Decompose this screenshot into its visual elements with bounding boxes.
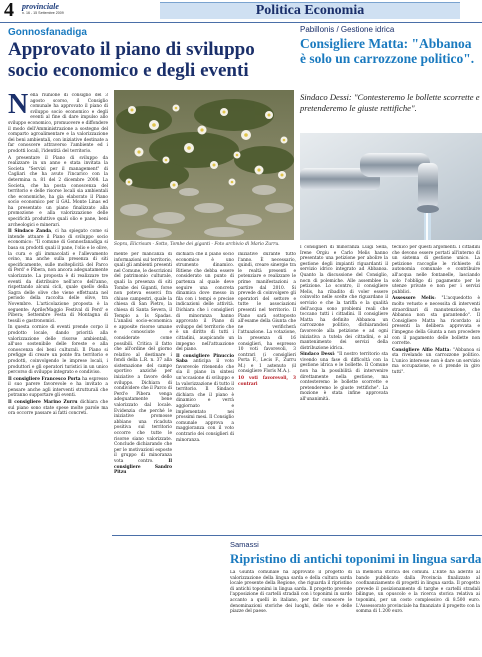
col1-text-b: A presentare il Piano di sviluppo da realizzare in un anno e stata invitata la Societa "Servizi per il management" di Cagliari che ha avuto l'incarico con la determina n. 81 del 2 dicembre 2008. La Societa, che ha posta conoscenza del territorio e delle risorse locali sia ambientali che economiche, ha gia elaborato il Piano socio economico per il GAL Monte Linas ed ha presentato un piano finalizzato alla promozione e alla valorizzazione delle specificità produttive quali olio e pane, beni archeologici e minerari. bbox=[8, 155, 108, 228]
col2-text: mente per mancanza di informazioni sul territorio, quali gli ambienti presenti nel Comune, le descrizioni del patrimonio culturale, quali la presenza di siti Tombe dei Giganti, forse non poteva esserci fra chiuse campestri, quale la chiesa di San Pietro, la chiesa di Santa Severa, il Tempio a Is Spadas. L'analisi socio-economica e apposite risorse umane e conosciute e considerate come possibili. Critica il fatto che all'ordine del giorno relativo al destinare i fondi della L.R. n. 37 alla sistemazione del campo sportivo anziché per iniziative a favore dello sviluppo. Dichiara di condividere che il Parco di Perd'e Pibera venga adeguatamente bene valorizzato dal locale. Evidenzia che perché le iniziative promosse abbiano una ricaduta positiva sul territorio occorre che tutte le risorse siano valorizzate. Conclude dichiarando che per le motivazioni esposte il gruppo di minoranza vota contro. bbox=[114, 252, 172, 464]
col1-bold-c: Il Sindaco Zanda bbox=[8, 229, 51, 235]
col1-text-c: , ci ha spiegato come si intende attuare il Piano di sviluppo socio economico: "Il comune di Gonnosfanadiga si basa su prodotti quali il pane, l'olio e le olive, la cura e gli immacolati e l'allevamento ovino, ma anche sulla presenza di siti specificamente, sulle molteplicità del Parco di Perd' e Pibera, non ancora adeguatamente valorizzate. La proposta è di realizzare tre eventi da distribuire nell'arco dell'anno, rispettando alcuni cicli, quale quello della Sagra delle olive che viene effettuata nel periodo della raccolta delle olive, tra Novembre. L'articolazione proposta è la seguente: Aprile/Maggio Festival di Perd' e Pibera; Settembre Festa di Montagna di tessili e gastronomici. bbox=[8, 229, 108, 324]
col1-text-e: ha espresso il suo parere favorevole e ha invitato a pensare anche agli interventi strutturali che potranno supportare gli eventi. bbox=[8, 376, 108, 399]
side-col1-text-b: : "Il nostro territorio sta vivendo una fase di difficoltà con la gestione idrica e le bollette. Il Comune non ha la possibilità di intervenire direttamente nella gestione, ma contesteremo le bollette scorrette e pretenderemo le giuste rettifiche". La mozione è stata infine approvata all'unanimità. bbox=[300, 352, 388, 403]
samassi-headline: Ripristino di antichi toponimi in lingua sarda bbox=[230, 551, 482, 566]
article-column-4 bbox=[238, 252, 296, 532]
side-col2-text-c: : "Abbanoa si sta rivelando un carrozzone politico. L'unico interesse non è dare un servizio ma occupazione, e ci prende in giro tutti". bbox=[392, 347, 480, 376]
dropcap: N bbox=[8, 93, 29, 120]
col1-text-a: ella riunione di consiglio del 3 agosto scorso, il Consiglio comunale ha approvato il piano di sviluppo socio economico e degli eventi al fine di dare impulso allo sviluppo economico, promuovere e diffondere il modo dell'Amministrazione a sostegno del comparto agroalimentare e la valorizzazione dei beni ambientali, con iniziative destinate a far conoscere attraverso l'ambiente ed i prodotti locali, l'identità del territorio. bbox=[8, 93, 108, 154]
side-col2-text-b: : "L'acquedotto è molto vetusto e necessita di interventi straordinari di manutenzione, che Abbanoa non sta garantendo". Il Consigliere Matta ha ricordato ai presenti la delibera approvata e l'impegno della Giunta a non procedere con il pagamento delle bollette non corrette. bbox=[392, 296, 480, 347]
col3-text-b: anticipa il voto favorevole ritenendo che sia il piano in sintesi un'occasione di sviluppo e la valorizzazione di tutto il territorio. Il Sindaco dichiara che il piano è dinamico e verrà aggiornato e implementato nei prossimi mesi. Il Consiglio comunale approva a maggioranza con il voto contrario dei consiglieri di minoranza. bbox=[176, 359, 234, 443]
faucet-photo-image bbox=[300, 133, 482, 240]
logo-title: provinciale bbox=[22, 2, 59, 11]
section-band bbox=[160, 2, 460, 19]
samassi-column-1 bbox=[230, 570, 352, 654]
side-col2-text: tecnico per questi argomenti. I cittadini che devono essere portati all'interno di un sistema di gestione unico. La petizione raccoglie le richieste di autonomia comunale e contribuire all'acqua nelle fontanelle, lasciando solo l'obbligo di pagamento per le utenze private e non per i servizi pubblici. bbox=[392, 245, 480, 295]
samassi-kicker: Samassi bbox=[230, 540, 259, 549]
page-number: 4 bbox=[4, 0, 14, 21]
article-headline: Approvato il piano di sviluppo socio economico e degli eventi bbox=[8, 39, 255, 81]
samassi-col1-text: La Giunta comunale ha approvato il progetto di valorizzazione della lingua sarda e della cultura sarda locale presente della Regione, che riguarda il ripristino di antichi toponimi in lingua sarda. Il progetto prevede l'apposizione di cartelli stradali con i toponimi in sardo accanto a quelli in italiano, per far conoscere le denominazioni storiche dei luoghi, delle vie e delle piazze del paese. bbox=[230, 570, 352, 615]
col1-bold-e: Il consigliere Francesco Porta bbox=[8, 376, 81, 382]
side-article-headline: Consigliere Matta: "Abbanoa è solo un carrozzone politico". bbox=[300, 36, 475, 66]
header-rule bbox=[0, 22, 482, 23]
samassi-col2-text: la memoria storica dei comuni. L'Ente ha aderito al bando pubblicato dalla Provincia finalizzato al coofinanziamento di progetti in lingua sarda. Il progetto prevede il posizionamento di targhe e cartelli stradali bilingue, un opuscolo e la ricerca storica relativa ai toponimi, per un costo complessivo di 8.500 euro. L'Assessorato provinciale ha finanziato il progetto con la somma di 1.200 euro. bbox=[356, 570, 480, 615]
side-col1-text: I consiglieri di minoranza Luigi Sella, Irene Orgiu e Carlo Melis hanno presentato una petizione per abolire la gestione degli impianti riguardanti il servizio idrico integrato ad Abbanoa. Quanto la discussione del Consiglio, nocn di polemiche. Alle assemblee la petizione. Lo scontro, il consigliere Melis, ha ribadito di voler essere coinvolto nelle scelte che riguardano il servizio e che la tariffa e la qualità dell'acqua sono problemi reali che toccano tutti i cittadini. Il consigliere Matta ha definito Abbanoa un carrozzone politico, dichiarandosi favorevole alla petizione e ad ogni iniziativa a tutela dei cittadini, e al mantenimento dei servizi della distribuzione idrica. bbox=[300, 245, 388, 351]
side-col2-bold: Assessore Melis bbox=[392, 296, 435, 302]
side-article-column-2 bbox=[392, 245, 480, 532]
article-column-2 bbox=[114, 252, 172, 652]
side-article-subtitle: Sindaco Dessi: "Contesteremo le bollette scorrette e pretenderemo le giuste rettifiche". bbox=[300, 92, 480, 113]
col1-text-d: In questa cornice di eventi prende corpo il prodotto locale, dando priorità alla valorizzazione delle risorse ambientali, all'uso sostenibile delle foreste e alla conoscenza dei beni culturali. Il Piano si prefigge di creare un ponte fra territorio e prodotti, coinvolgendo le imprese locali, i produttori e gli operatori turistici in un unico percorso di sviluppo integrato e condiviso. bbox=[8, 325, 108, 376]
col1-text-f: dichiara che sul piano sono state spese molte parole ma ora occorre passare ai fatti concreti. bbox=[8, 400, 108, 417]
samassi-rule bbox=[112, 535, 482, 536]
faucet-photo bbox=[300, 133, 482, 240]
article-column-3 bbox=[176, 252, 234, 652]
article-kicker: Gonnosfanadiga bbox=[8, 27, 87, 38]
samassi-column-2 bbox=[356, 570, 480, 654]
col3-text: dichiara che il piano socio economico è uno strumento dinamico. Ritiene che debba essere considerato un punto di partenza al quale deve seguire una concreta dinamica dove messo in fila con i tempi e precise indicazioni delle attività. Dichiara che i consiglieri di minoranza hanno approvato il Piano di sviluppo del territorio che è un diritto di tutti i cittadini, auspicando un impegno nell'attuazione del piano. bbox=[176, 252, 234, 353]
col4-highlight: 10 voti favorevoli, 3 contrari bbox=[238, 376, 296, 387]
page-header bbox=[0, 0, 482, 22]
section-title: Politica Economia bbox=[255, 3, 365, 18]
side-article-kicker: Pabillonis / Gestione idrica bbox=[300, 25, 395, 34]
flower-photo-image bbox=[114, 90, 294, 240]
photo-caption: Sopra, Elicrisum - Sotto, Tombe dei giganti - Foto archivio di Mario Zurru. bbox=[114, 242, 280, 247]
side-col2-bold-2: Consigliere Alfio Matta bbox=[392, 347, 450, 353]
col3-bold: Il consigliere Pinuccio Saba bbox=[176, 353, 234, 365]
col4-text: iniziative durante tutto l'anno. È necessario, quindi, creare sinergie tra le realtà presenti e potenziare e realizzare le prime manifestazioni a partire dal 2010. Si prevede di coinvolgere gli operatori del settore e tutte le associazioni presenti nel territorio. Il Piano sarà sottoposto all'esame della Giunta che ne verificherà l'attuazione. La votazione, la presenza di 16 consiglieri, ha espresso 10 voti favorevoli, 3 contrari (i consiglieri Porta F., Lecis F., Zurru M.) e 1 astenuto (il consigliere Floris M.A.). bbox=[238, 252, 296, 375]
article-column-1 bbox=[8, 93, 108, 653]
flower-photo bbox=[114, 90, 294, 240]
col1-bold-f: Il consigliere Marino Zurru bbox=[8, 400, 78, 406]
newspaper-logo bbox=[22, 2, 74, 20]
col2-bold: Il consigliere Sandro Pitzu bbox=[114, 458, 172, 476]
issue-date: n. 16 - 15 Settembre 2009 bbox=[22, 11, 64, 15]
side-col1-bold: Sindaco Dessi bbox=[300, 352, 334, 358]
side-article-column-1 bbox=[300, 245, 388, 532]
